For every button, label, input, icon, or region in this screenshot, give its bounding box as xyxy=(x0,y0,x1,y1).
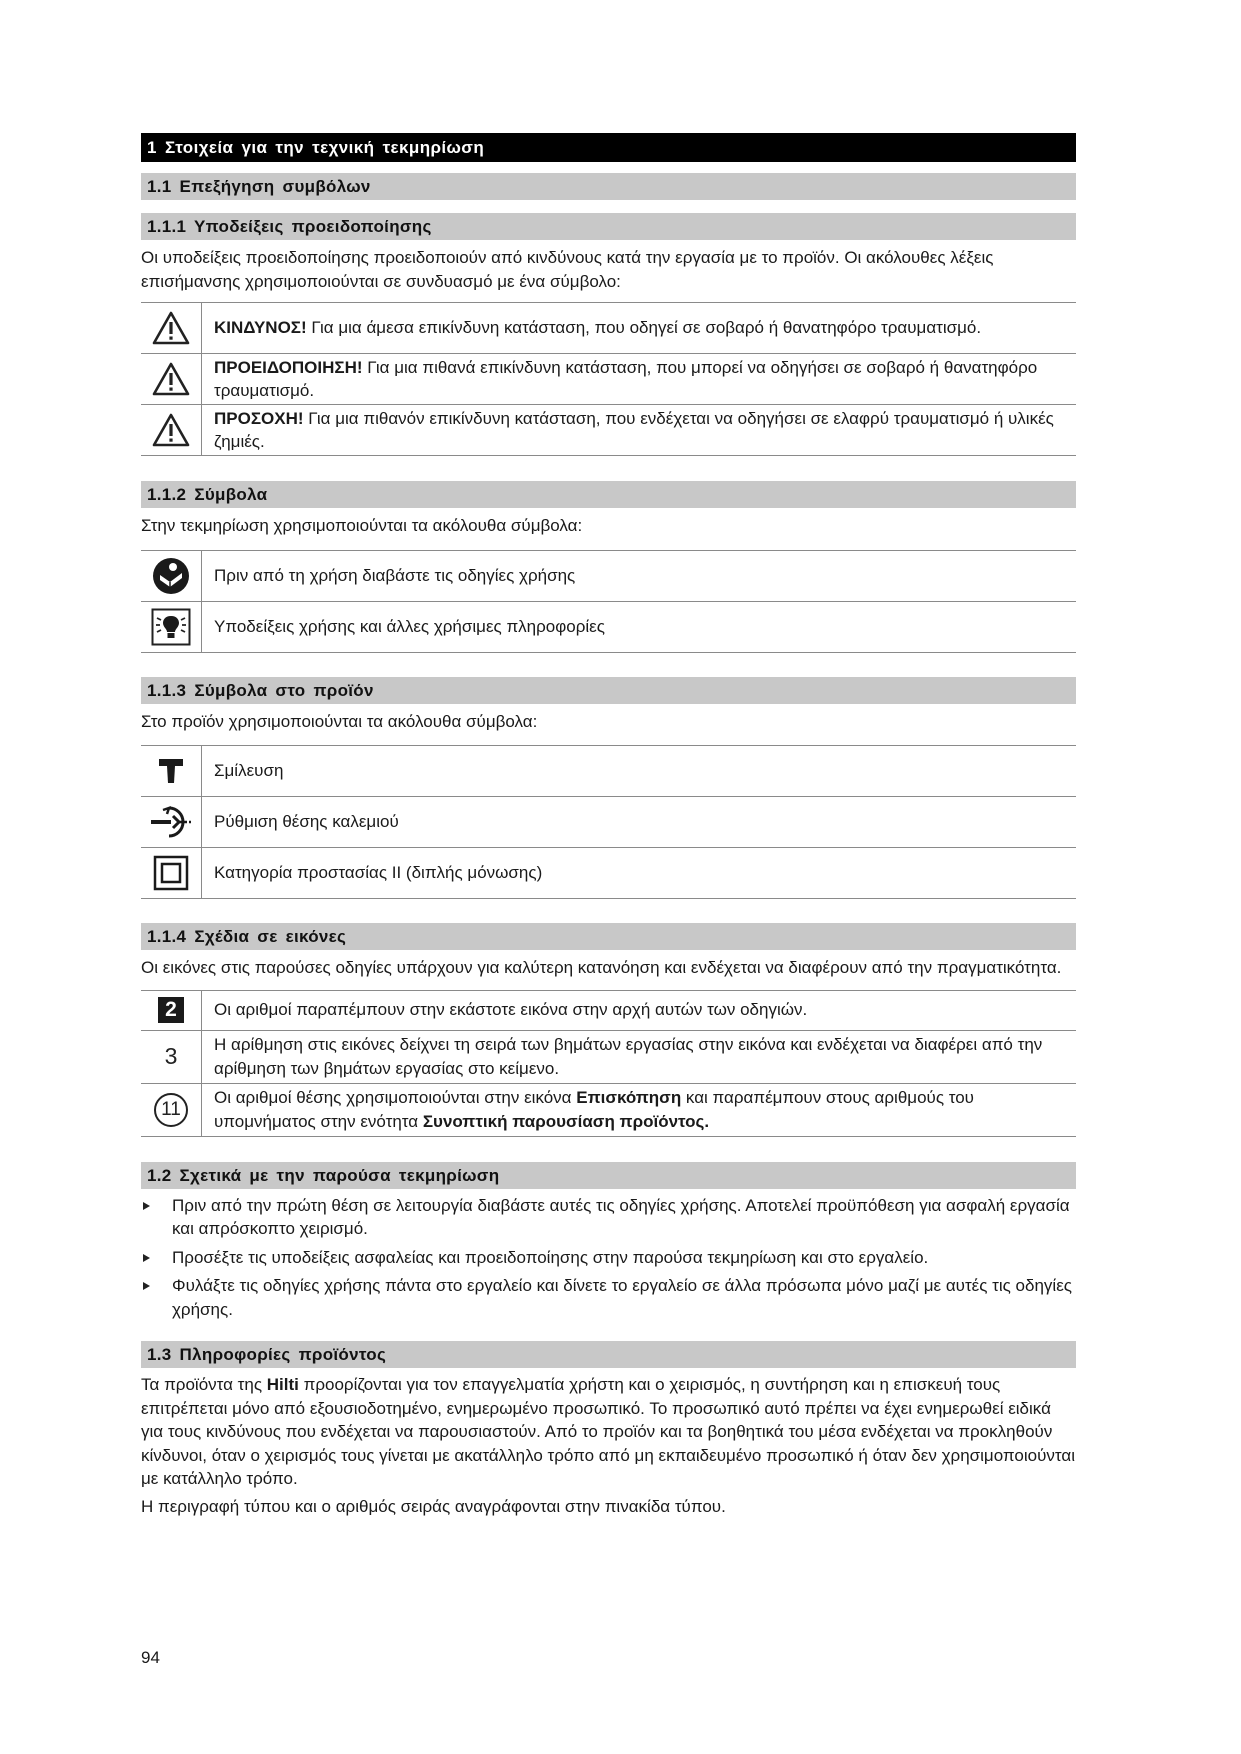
list-item-text: Προσέξτε τις υποδείξεις ασφαλείας και προειδοποίησης στην παρούσα τεκμηρίωση και στο εργαλείο. xyxy=(172,1247,929,1267)
list-item-text: Πριν από την πρώτη θέση σε λειτουργία διαβάστε αυτές τις οδηγίες χρήσης. Αποτελεί προϋπόθεση για ασφαλή εργασία και απρόσκοπτο χειρισμό. xyxy=(172,1195,1070,1238)
page-number: 94 xyxy=(141,1648,160,1667)
warning-triangle-icon xyxy=(141,303,202,354)
illustrations-intro: Οι εικόνες στις παρούσες οδηγίες υπάρχουν για καλύτερη κατανόηση και ενδέχεται να διαφέρουν από την πραγματικότητα. xyxy=(141,958,1062,977)
list-item xyxy=(141,1274,1076,1321)
table-row xyxy=(141,1030,1076,1083)
symbol-description: Πριν από τη χρήση διαβάστε τις οδηγίες χρήσης xyxy=(202,550,1077,601)
figure-number-icon xyxy=(141,990,202,1030)
product-info-paragraph xyxy=(141,1373,1076,1491)
bullet-arrow-icon xyxy=(143,1282,150,1290)
section-heading-1-1-4: 1.1.4 Σχέδια σε εικόνες xyxy=(141,923,1076,950)
section-heading-1-2: 1.2 Σχετικά με την παρούσα τεκμηρίωση xyxy=(141,1162,1076,1189)
table-row xyxy=(141,1083,1076,1136)
read-manual-icon xyxy=(141,550,202,601)
symbols-intro: Στην τεκμηρίωση χρησιμοποιούνται τα ακόλουθα σύμβολα: xyxy=(141,516,583,535)
signal-word-caution: ΠΡΟΣΟΧΗ! xyxy=(214,408,304,428)
table-row xyxy=(141,746,1076,797)
documentation-bullets xyxy=(141,1194,1076,1322)
document-page xyxy=(141,133,1076,1518)
lightbulb-icon xyxy=(141,601,202,652)
warning-description: Για μια πιθανά επικίνδυνη κατάσταση, που μπορεί να οδηγήσει σε σοβαρό ή θανατηφόρο τραυματισμό. xyxy=(214,357,1038,400)
table-row xyxy=(141,550,1076,601)
type-plate-paragraph: Η περιγραφή τύπου και ο αριθμός σειράς αναγράφονται στην πινακίδα τύπου. xyxy=(141,1496,726,1516)
brand-name: Hilti xyxy=(266,1375,299,1394)
list-item xyxy=(141,1194,1076,1241)
section-heading-1-1: 1.1 Επεξήγηση συμβόλων xyxy=(141,173,1076,200)
table-row xyxy=(141,848,1076,899)
warnings-intro: Οι υποδείξεις προειδοποίησης προειδοποιούν από κινδύνους κατά την εργασία με το προϊόν. Οι ακόλουθες λέξεις επισήμανσης χρησιμοποιούνται σε συνδυασμό με ένα σύμβολο: xyxy=(141,248,994,291)
chiseling-icon xyxy=(141,746,202,797)
warnings-table xyxy=(141,302,1076,456)
warning-description: Για μια πιθανόν επικίνδυνη κατάσταση, που ενδέχεται να οδηγήσει σε ελαφρύ τραυματισμό ή υλικές ζημιές. xyxy=(214,408,1054,451)
illustration-description: Οι αριθμοί παραπέμπουν στην εκάστοτε εικόνα στην αρχή αυτών των οδηγιών. xyxy=(202,990,1077,1030)
text-part: προορίζονται για τον επαγγελματία χρήστη και ο χειρισμός, η συντήρηση και η επισκευή τους επιτρέπεται μόνο από εξουσιοδοτημένο, ενημερωμένο προσωπικό. Το προσωπικό αυτό πρέπει να έχει ενημερωθεί ειδικά για τους κινδύνους που ενδέχεται να παρουσιαστούν. Από το προϊόν και τα βοηθητικά του μέσα ενδέχεται να προκληθούν κίνδυνοι, όταν ο χειρισμός τους γίνεται με ακατάλληλο τρόπο από μη εκπαιδευμένο προσωπικό ή όταν δεν χρησιμοποιούνται με κατάλληλο τρόπο. xyxy=(141,1375,1075,1488)
position-number-icon xyxy=(141,1083,202,1136)
table-row xyxy=(141,990,1076,1030)
warning-triangle-icon xyxy=(141,354,202,405)
text-part: Οι αριθμοί θέσης χρησιμοποιούνται στην εικόνα xyxy=(214,1088,577,1107)
warning-description: Για μια άμεσα επικίνδυνη κατάσταση, που οδηγεί σε σοβαρό ή θανατηφόρο τραυματισμό. xyxy=(306,318,982,338)
section-heading-1-1-3: 1.1.3 Σύμβολα στο προϊόν xyxy=(141,677,1076,704)
section-heading-1-3: 1.3 Πληροφορίες προϊόντος xyxy=(141,1341,1076,1368)
symbol-description: Κατηγορία προστασίας II (διπλής μόνωσης) xyxy=(202,848,1077,899)
product-symbols-intro: Στο προϊόν χρησιμοποιούνται τα ακόλουθα σύμβολα: xyxy=(141,711,538,731)
symbol-description: Ρύθμιση θέσης καλεμιού xyxy=(202,797,1077,848)
warning-text xyxy=(202,354,1077,405)
table-row xyxy=(141,797,1076,848)
section-heading-1-1-2: 1.1.2 Σύμβολα xyxy=(141,481,1076,508)
signal-word-danger: ΚΙΝΔΥΝΟΣ! xyxy=(214,318,307,338)
symbol-description: Σμίλευση xyxy=(202,746,1077,797)
product-symbols-table xyxy=(141,745,1076,899)
section-heading-1: 1 Στοιχεία για την τεχνική τεκμηρίωση xyxy=(141,133,1076,162)
bullet-arrow-icon xyxy=(143,1254,150,1262)
table-row xyxy=(141,303,1076,354)
table-row xyxy=(141,405,1076,456)
table-row xyxy=(141,601,1076,652)
warning-triangle-icon xyxy=(141,405,202,456)
list-item xyxy=(141,1246,1076,1270)
signal-word-warning: ΠΡΟΕΙΔΟΠΟΙΗΣΗ! xyxy=(214,357,363,377)
illustrations-table xyxy=(141,990,1076,1137)
text-part: και παραπέμπουν στους αριθμούς του υπομνήματος στην ενότητα xyxy=(214,1088,974,1131)
protection-class-ii-icon xyxy=(141,848,202,899)
figure-number-badge: 2 xyxy=(158,997,184,1023)
step-number-icon xyxy=(141,1030,202,1083)
warning-text xyxy=(202,303,1077,354)
chisel-position-icon xyxy=(141,797,202,848)
bold-term-product-overview: Συνοπτική παρουσίαση προϊόντος. xyxy=(422,1111,710,1131)
text-part: Τα προϊόντα της xyxy=(141,1375,267,1394)
list-item-text: Φυλάξτε τις οδηγίες χρήσης πάντα στο εργαλείο και δίνετε το εργαλείο σε άλλα πρόσωπα μόνο μαζί με αυτές τις οδηγίες χρήσης. xyxy=(172,1276,1072,1319)
symbol-description: Υποδείξεις χρήσης και άλλες χρήσιμες πληροφορίες xyxy=(202,601,1077,652)
illustration-description: Η αρίθμηση στις εικόνες δείχνει τη σειρά των βημάτων εργασίας στην εικόνα και ενδέχεται να διαφέρει από την αρίθμηση των βημάτων εργασίας στο κείμενο. xyxy=(202,1030,1077,1083)
bullet-arrow-icon xyxy=(143,1202,150,1210)
table-row xyxy=(141,354,1076,405)
symbols-table xyxy=(141,550,1076,653)
position-number-circle: 11 xyxy=(154,1093,188,1127)
bold-term-overview: Επισκόπηση xyxy=(576,1088,682,1107)
section-heading-1-1-1: 1.1.1 Υποδείξεις προειδοποίησης xyxy=(141,213,1076,240)
step-number-label: 3 xyxy=(164,1043,178,1069)
warning-text xyxy=(202,405,1077,456)
illustration-description xyxy=(202,1083,1077,1136)
